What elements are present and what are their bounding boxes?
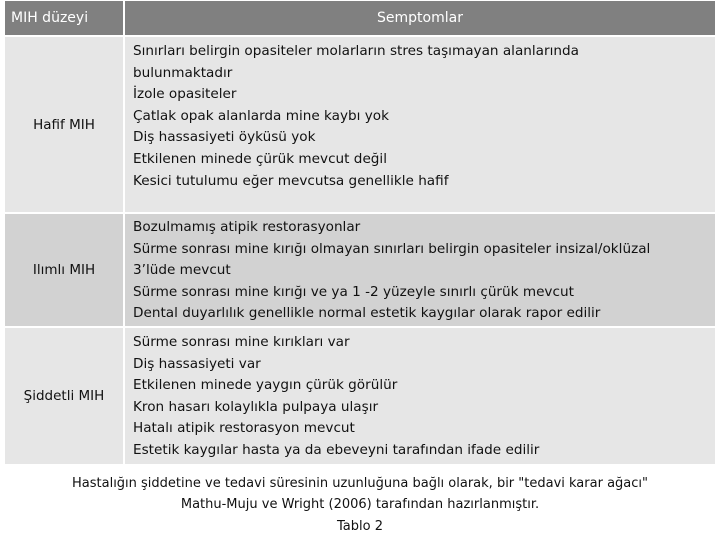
- symptoms-cell: [125, 214, 715, 326]
- caption-line-2: Mathu-Muju ve Wright (2006) tarafından hazırlanmıştır.: [180, 497, 540, 512]
- symptom-line: Etkilenen minede yaygın çürük görülür: [133, 377, 398, 394]
- symptom-line: Dental duyarlılık genellikle normal estetik kaygılar olarak rapor edilir: [133, 305, 601, 322]
- symptoms-cell: [125, 37, 715, 212]
- table-row-severe: [5, 328, 715, 464]
- symptom-line: Etkilenen minede çürük mevcut değil: [133, 150, 387, 167]
- level-cell: Hafif MIH: [5, 37, 123, 212]
- table-number: Tablo 2: [337, 519, 383, 534]
- symptom-line: İzole opasiteler: [133, 86, 237, 103]
- symptom-line: bulunmaktadır: [133, 64, 233, 81]
- symptom-line: Kron hasarı kolaylıkla pulpaya ulaşır: [133, 398, 379, 415]
- symptom-line: Estetik kaygılar hasta ya da ebeveyni tarafından ifade edilir: [133, 441, 540, 458]
- header-level: MIH düzeyi: [5, 1, 123, 35]
- symptom-line: Çatlak opak alanlarda mine kaybı yok: [133, 107, 389, 124]
- caption-line-1: Hastalığın şiddetine ve tedavi süresinin uzunluğuna bağlı olarak, bir "tedavi karar ağacı": [72, 476, 648, 491]
- symptoms-cell: [125, 328, 715, 464]
- symptom-line: Sınırları belirgin opasiteler molarların stres taşımayan alanlarında: [133, 43, 579, 59]
- symptom-line: Sürme sonrası mine kırıkları var: [133, 334, 350, 350]
- symptom-line: Diş hassasiyeti var: [133, 355, 261, 372]
- table-row-mild: [5, 37, 715, 212]
- header-symptoms: Semptomlar: [125, 1, 715, 35]
- symptom-line: Kesici tutulumu eğer mevcutsa genellikle hafif: [133, 172, 449, 189]
- symptom-line: Sürme sonrası mine kırığı olmayan sınırları belirgin opasiteler insizal/oklüzal: [133, 240, 651, 257]
- symptom-line: Hatalı atipik restorasyon mevcut: [133, 420, 355, 437]
- symptom-line: 3’lüde mevcut: [133, 262, 231, 279]
- level-cell: Şiddetli MIH: [5, 328, 123, 464]
- symptom-line: Bozulmamış atipik restorasyonlar: [133, 219, 361, 235]
- symptom-line: Diş hassasiyeti öyküsü yok: [133, 129, 316, 146]
- symptom-line: Sürme sonrası mine kırığı ve ya 1 -2 yüzeyle sınırlı çürük mevcut: [133, 283, 574, 300]
- table-row-moderate: [5, 214, 715, 326]
- level-cell: Ilımlı MIH: [5, 214, 123, 326]
